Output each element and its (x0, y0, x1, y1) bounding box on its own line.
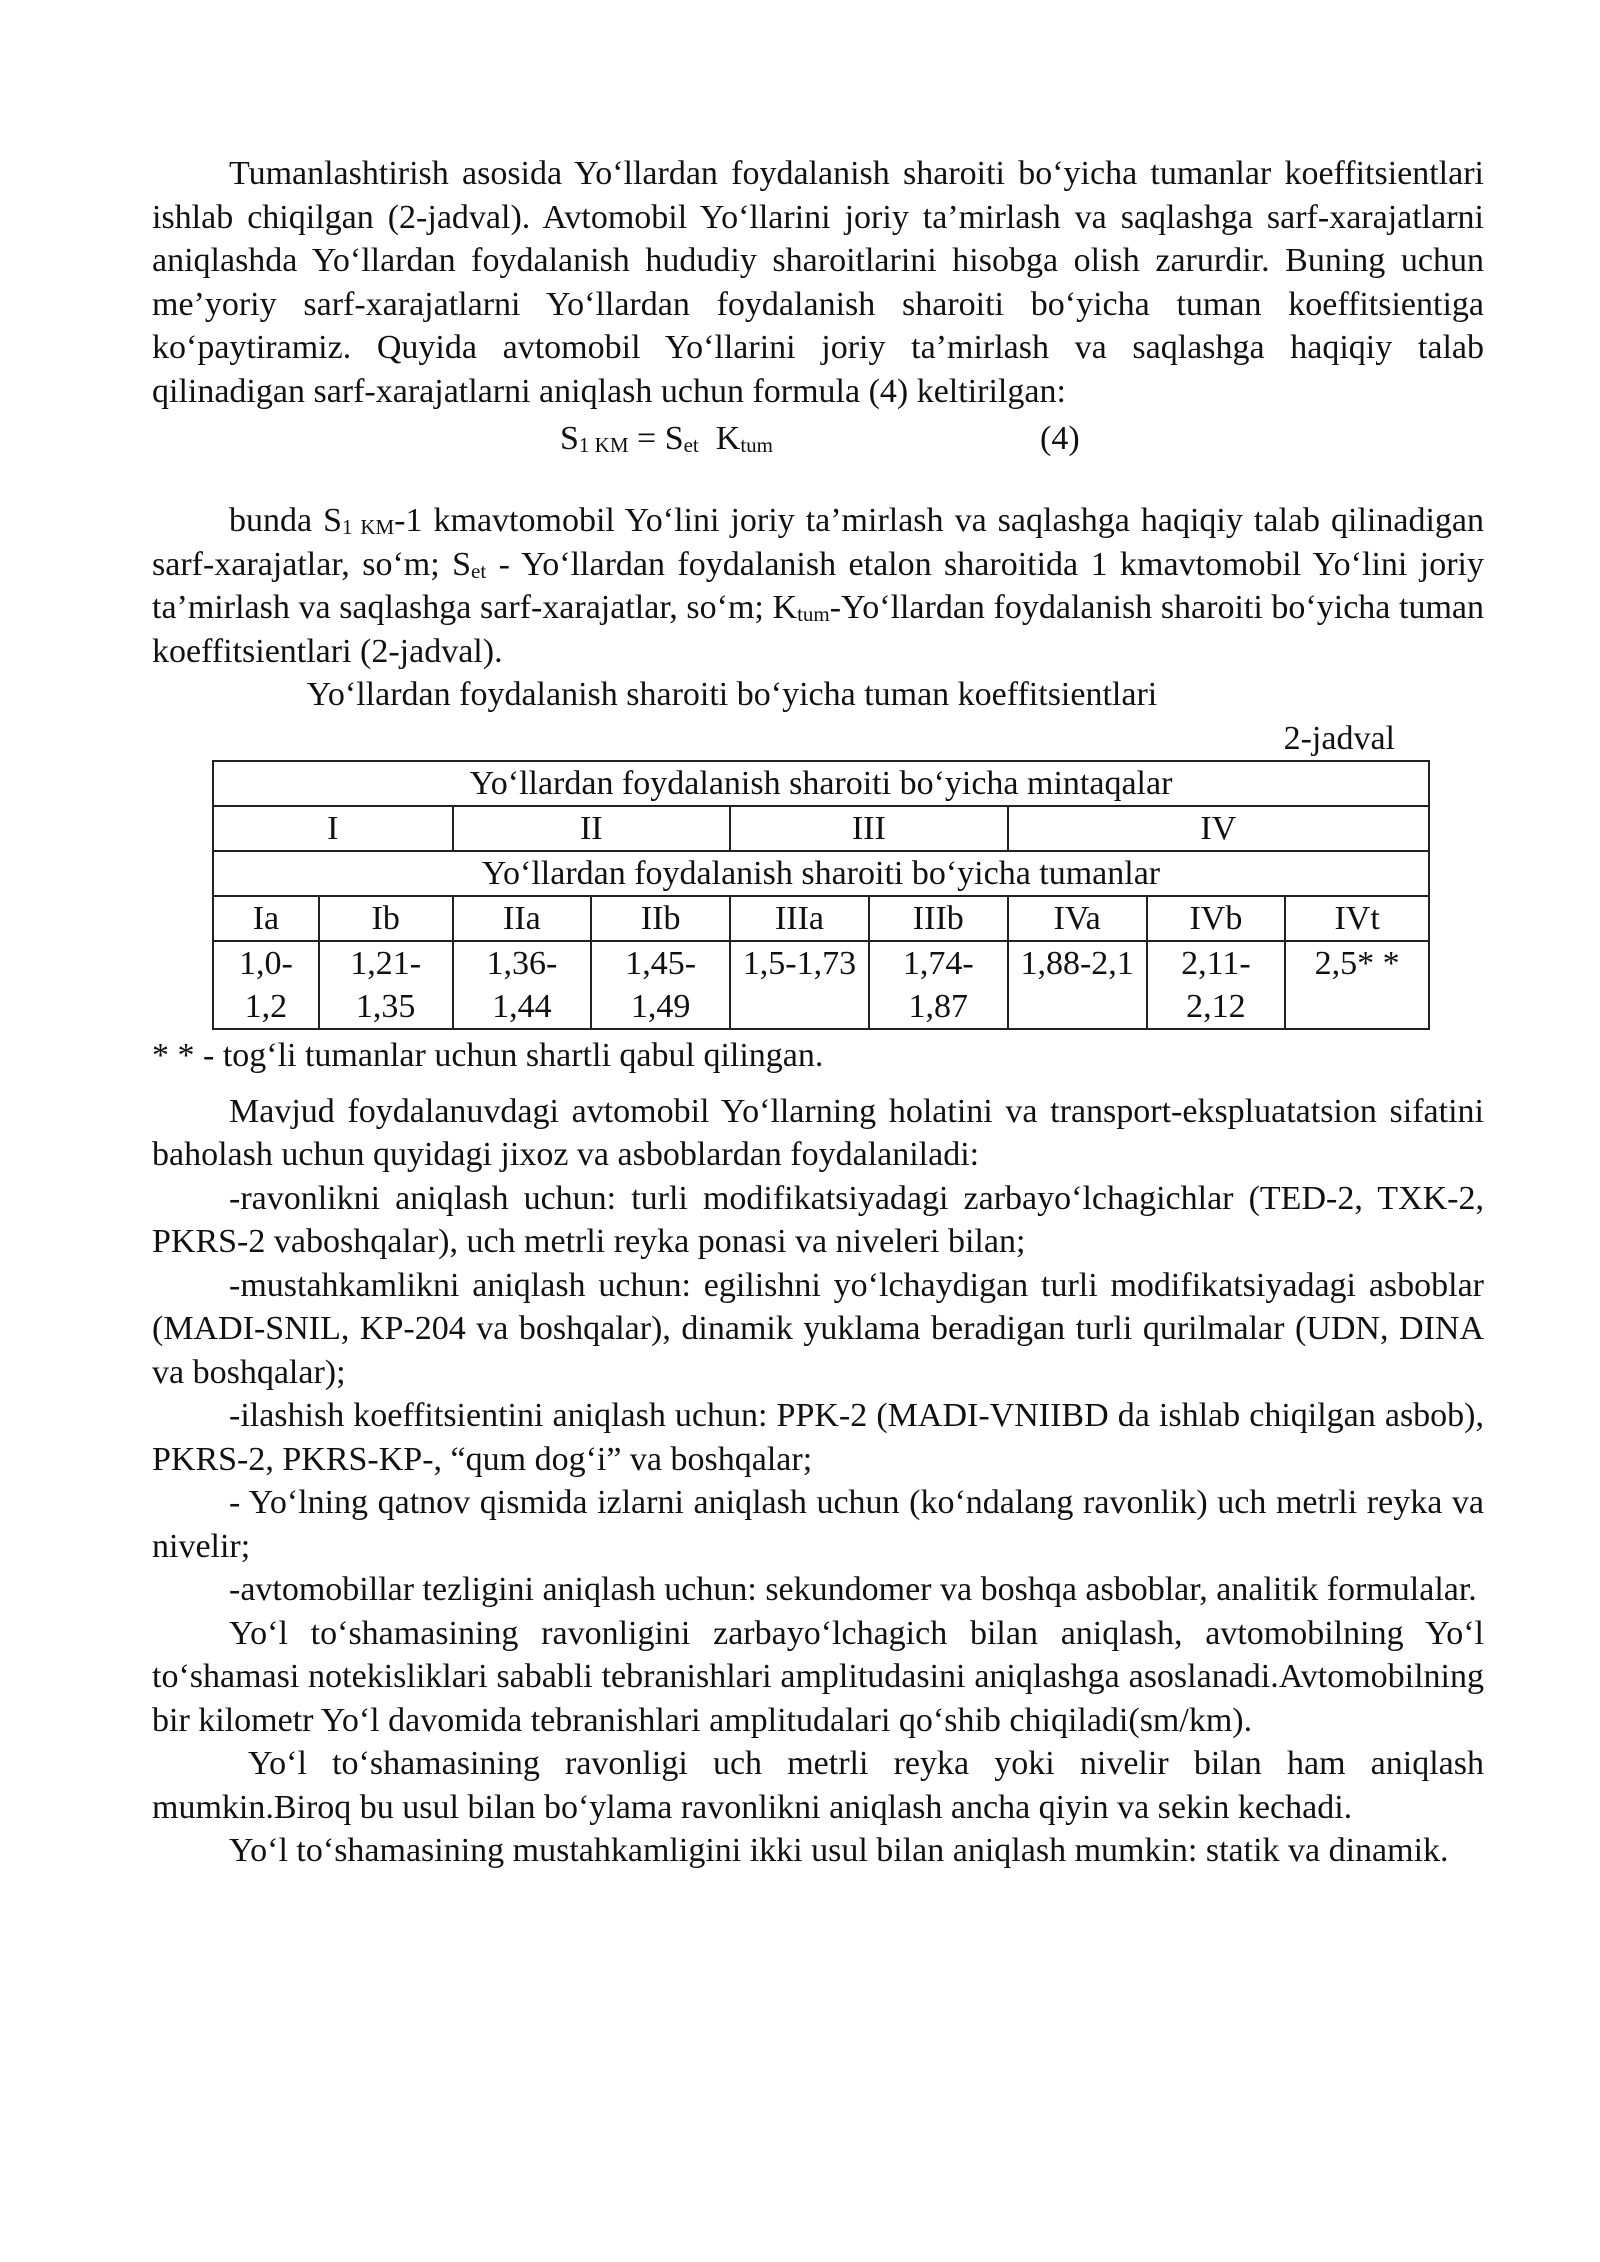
district-cell: IIb (591, 896, 730, 941)
table-caption: Yo‘llardan foydalanish sharoiti bo‘yicha tuman koeffitsientlari (306, 676, 1158, 713)
zone-cell: II (453, 806, 730, 851)
formula-s-sub: 1 KM (578, 433, 629, 457)
value-cell: 2,5* * (1285, 941, 1429, 1029)
def-text-2: -1 kmavtomobil Yo‘lini joriy ta’mirlash va saqlashga haqiqiy talab qilinadigan sarf-xarajatlar, so‘m; S (152, 502, 1484, 583)
list-item: -mustahkamlikni aniqlash uchun: egilishni yo‘lchaydigan turli modifikatsiyadagi asboblar (MADI-SNIL, KP-204 va boshqalar), dinamik yuklama beradigan turli qurilmalar (UDN, DINA va boshqalar); (152, 1266, 1484, 1391)
formula-4 (152, 417, 1484, 479)
value-cell: 2,11- 2,12 (1147, 941, 1286, 1029)
def-text-1: bunda S (229, 502, 343, 539)
table-districts-row (213, 896, 1429, 941)
document-page (152, 152, 1484, 1873)
list-item: -avtomobillar tezligini aniqlash uchun: sekundomer va boshqa asboblar, analitik formulalar. (229, 1571, 1477, 1608)
paragraph-definitions (152, 499, 1484, 673)
table-zones-row (213, 806, 1429, 851)
district-cell: IVa (1008, 896, 1147, 941)
formula-k: K (698, 420, 741, 457)
table-header-row (213, 851, 1429, 896)
table-header-zones: Yo‘llardan foydalanish sharoiti bo‘yicha mintaqalar (213, 761, 1429, 806)
table-number: 2-jadval (1283, 719, 1395, 757)
def-text-4: -Yo‘llardan foydalanish sharoiti bo‘yicha tuman koeffitsientlari (2-jadval). (152, 589, 1484, 670)
def-sub-3: tum (797, 602, 830, 626)
paragraph-intro: Tumanlashtirish asosida Yo‘llardan foydalanish sharoiti bo‘yicha tumanlar koeffitsientlari ishlab chiqilgan (2-jadval). Avtomobil Yo‘llarini joriy ta’mirlash va saqlashga sarf-xarajatlarni aniqlashda Yo‘llardan foydalanish hududiy sharoitlarini hisobga olish zarurdir. Buning uchun me’yoriy sarf-xarajatlarni Yo‘llardan foydalanish sharoiti bo‘yicha tuman koeffitsientiga ko‘paytiramiz. Quyida avtomobil Yo‘llarini joriy ta’mirlash va saqlashga haqiqiy talab qilinadigan sarf-xarajatlarni aniqlash uchun formula (4) keltirilgan: (152, 155, 1484, 410)
value-cell: 1,21- 1,35 (319, 941, 453, 1029)
formula-number: (4) (1040, 420, 1080, 457)
value-cell: 1,88-2,1 (1008, 941, 1147, 1029)
value-cell: 1,5-1,73 (730, 941, 869, 1029)
value-cell: 1,36- 1,44 (453, 941, 592, 1029)
paragraph-evenness: Yo‘l to‘shamasining ravonligini zarbayo‘lchagich bilan aniqlash, avtomobilning Yo‘l to‘shamasi notekisliklari sababli tebranishlari amplitudasini aniqlashga asoslanadi.Avtomobilning bir kilometr Yo‘l davomida tebranishlari amplitudalari qo‘shib chiqiladi(sm/km). (152, 1614, 1484, 1739)
def-sub-2: et (471, 558, 487, 583)
district-cell: IIa (453, 896, 592, 941)
district-cell: IVb (1147, 896, 1286, 941)
value-cell: 1,0- 1,2 (213, 941, 319, 1029)
district-cell: Ia (213, 896, 319, 941)
district-cell: IVt (1285, 896, 1429, 941)
formula-et-sub: et (683, 433, 699, 457)
paragraph-strength: Yo‘l to‘shamasining mustahkamligini ikki usul bilan aniqlash mumkin: statik va dinamik. (229, 1832, 1449, 1869)
formula-eq: = S (628, 420, 684, 457)
paragraph-rail: Yo‘l to‘shamasining ravonligi uch metrli reyka yoki nivelir bilan ham aniqlash mumkin.Biroq bu usul bilan bo‘ylama ravonlikni aniqlash ancha qiyin va sekin kechadi. (152, 1745, 1484, 1826)
district-cell: IIIa (730, 896, 869, 941)
zone-cell: I (213, 806, 453, 851)
coefficients-table (212, 760, 1430, 1030)
table-header-districts: Yo‘llardan foydalanish sharoiti bo‘yicha tumanlar (213, 851, 1429, 896)
list-item: - Yo‘lning qatnov qismida izlarni aniqlash uchun (ko‘ndalang ravonlik) uch metrli reyka va nivelir; (152, 1484, 1484, 1565)
zone-cell: IV (1008, 806, 1429, 851)
table-values-row (213, 941, 1429, 1029)
formula-s: S (560, 420, 579, 457)
zone-cell: III (730, 806, 1008, 851)
list-item: -ilashish koeffitsientini aniqlash uchun: PPK-2 (MADI-VNIIBD da ishlab chiqilgan asbob), PKRS-2, PKRS-KP-, “qum dog‘i” va boshqalar; (152, 1397, 1484, 1478)
def-sub-1: 1 KM (342, 515, 395, 539)
paragraph-equipment: Mavjud foydalanuvdagi avtomobil Yo‘llarning holatini va transport-ekspluatatsion sifatini baholash uchun quyidagi jixoz va asboblardan foydalaniladi: (152, 1092, 1484, 1173)
formula-expression (560, 417, 773, 461)
list-item: -ravonlikni aniqlash uchun: turli modifikatsiyadagi zarbayo‘lchagichlar (TED-2, TXK-2, PKRS-2 vaboshqalar), uch metrli reyka ponasi va niveleri bilan; (152, 1179, 1484, 1260)
district-cell: Ib (319, 896, 453, 941)
formula-tum-sub: tum (740, 433, 773, 457)
def-text-3: - Yo‘llardan foydalanish etalon sharoitida 1 kmavtomobil Yo‘lini joriy ta’mirlash va saqlashga sarf-xarajatlar, so‘m; K (152, 545, 1484, 626)
value-cell: 1,45- 1,49 (591, 941, 730, 1029)
table-note: * * - tog‘li tumanlar uchun shartli qabul qilingan. (152, 1037, 824, 1074)
district-cell: IIIb (869, 896, 1008, 941)
value-cell: 1,74- 1,87 (869, 941, 1008, 1029)
table-header-row (213, 761, 1429, 806)
